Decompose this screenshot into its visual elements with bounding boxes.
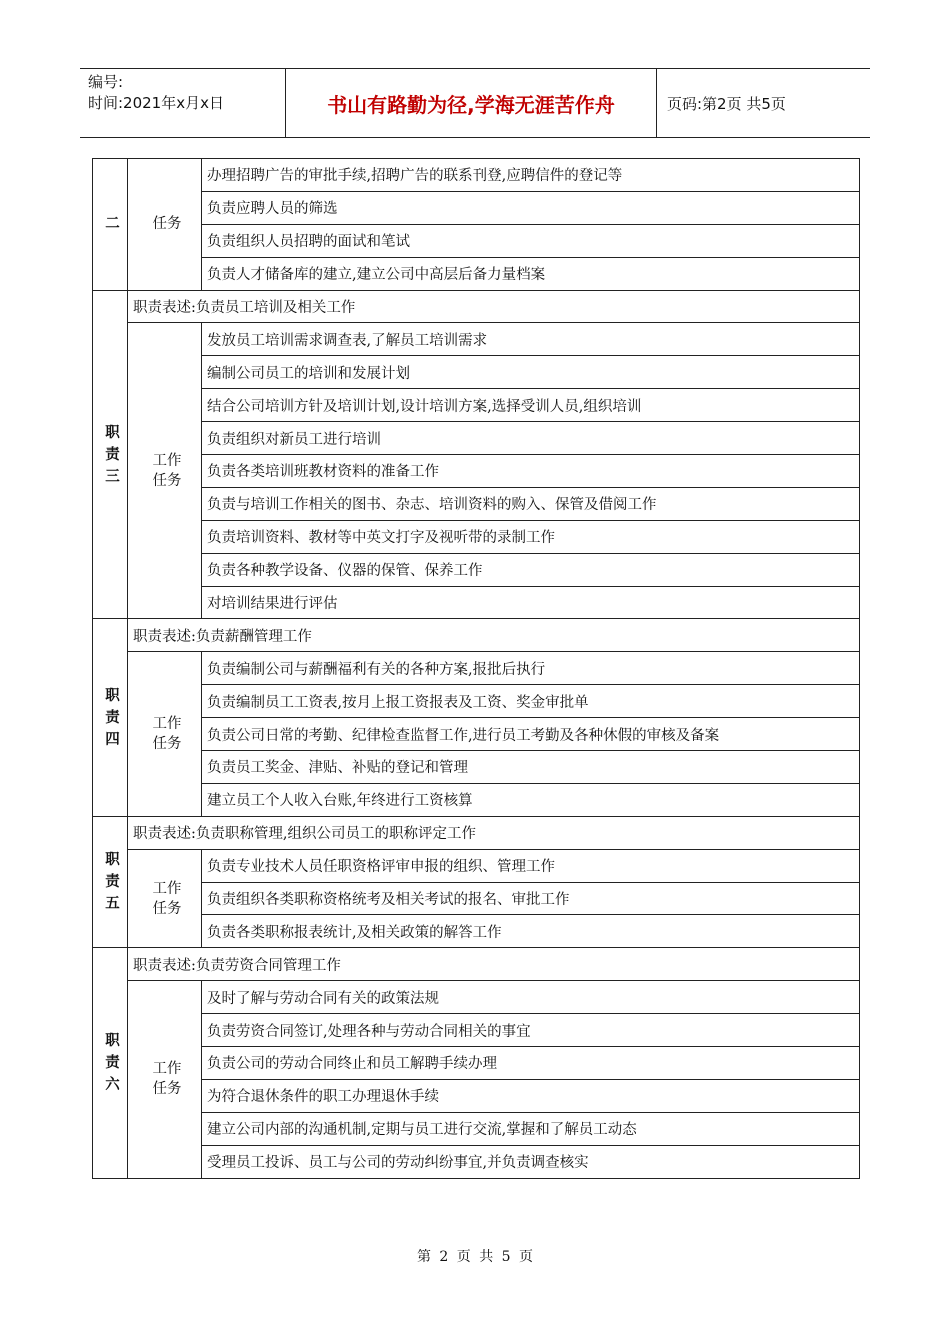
section-label-char: 职 xyxy=(105,1032,120,1049)
task-category xyxy=(128,323,202,619)
task-row xyxy=(93,1079,860,1112)
task-category xyxy=(128,159,202,291)
duty-table xyxy=(92,158,860,1179)
duty-description: 职责表述:负责职称管理,组织公司员工的职称评定工作 xyxy=(128,816,860,849)
task-item: 发放员工培训需求调查表,了解员工培训需求 xyxy=(202,323,860,356)
task-row xyxy=(93,224,860,257)
task-item: 负责各类职称报表统计,及相关政策的解答工作 xyxy=(202,915,860,948)
task-row xyxy=(93,455,860,488)
task-item: 受理员工投诉、员工与公司的劳动纠纷事宜,并负责调查核实 xyxy=(202,1145,860,1178)
task-item: 负责编制公司与薪酬福利有关的各种方案,报批后执行 xyxy=(202,652,860,685)
task-category xyxy=(128,652,202,816)
task-item: 负责公司的劳动合同终止和员工解聘手续办理 xyxy=(202,1047,860,1080)
task-item: 负责员工奖金、津贴、补贴的登记和管理 xyxy=(202,751,860,784)
section-label xyxy=(93,816,128,948)
task-row xyxy=(93,915,860,948)
task-row xyxy=(93,257,860,290)
task-item: 负责编制员工工资表,按月上报工资报表及工资、奖金审批单 xyxy=(202,685,860,718)
task-item: 为符合退休条件的职工办理退休手续 xyxy=(202,1079,860,1112)
duty-description: 职责表述:负责劳资合同管理工作 xyxy=(128,948,860,981)
header-page-number: 页码:第2页 共5页 xyxy=(667,94,786,113)
task-row xyxy=(93,685,860,718)
section-label-char: 责 xyxy=(105,874,120,891)
task-item: 编制公司员工的培训和发展计划 xyxy=(202,356,860,389)
task-row xyxy=(93,422,860,455)
section-label-char: 六 xyxy=(105,1076,120,1093)
task-row xyxy=(93,1145,860,1178)
task-category-line: 任务 xyxy=(152,472,182,489)
duty-description-row xyxy=(93,948,860,981)
task-row xyxy=(93,718,860,751)
task-category xyxy=(128,981,202,1178)
section-label-char: 责 xyxy=(105,709,120,726)
task-row xyxy=(93,751,860,784)
task-row xyxy=(93,882,860,915)
header-meta xyxy=(80,69,285,137)
duty-description: 职责表述:负责员工培训及相关工作 xyxy=(128,290,860,323)
task-item: 建立员工个人收入台账,年终进行工资核算 xyxy=(202,783,860,816)
duty-description: 职责表述:负责薪酬管理工作 xyxy=(128,619,860,652)
task-item: 负责组织各类职称资格统考及相关考试的报名、审批工作 xyxy=(202,882,860,915)
task-item: 负责各种教学设备、仪器的保管、保养工作 xyxy=(202,553,860,586)
section-label-char: 五 xyxy=(105,896,120,913)
task-row xyxy=(93,520,860,553)
task-row xyxy=(93,389,860,422)
task-item: 对培训结果进行评估 xyxy=(202,586,860,619)
task-row xyxy=(93,487,860,520)
task-item: 负责专业技术人员任职资格评审申报的组织、管理工作 xyxy=(202,849,860,882)
task-category-line: 工作 xyxy=(152,716,182,733)
task-row xyxy=(93,191,860,224)
section-label-char: 二 xyxy=(105,216,120,233)
task-category xyxy=(128,849,202,948)
task-item: 负责培训资料、教材等中英文打字及视听带的录制工作 xyxy=(202,520,860,553)
section-label xyxy=(93,290,128,619)
task-category-line: 任务 xyxy=(152,216,182,233)
task-row xyxy=(93,159,860,192)
page-header xyxy=(80,68,870,138)
page-footer: 第 2 页 共 5 页 xyxy=(416,1249,534,1265)
task-category-line: 任务 xyxy=(152,900,182,917)
task-row xyxy=(93,783,860,816)
task-category-line: 任务 xyxy=(152,736,182,753)
task-category-line: 工作 xyxy=(152,880,182,897)
task-row xyxy=(93,1112,860,1145)
section-label-char: 四 xyxy=(105,731,120,748)
task-item: 办理招聘广告的审批手续,招聘广告的联系刊登,应聘信件的登记等 xyxy=(202,159,860,192)
section-label-char: 责 xyxy=(105,446,120,463)
task-row xyxy=(93,981,860,1014)
task-item: 负责劳资合同签订,处理各种与劳动合同相关的事宜 xyxy=(202,1014,860,1047)
task-category-line: 任务 xyxy=(152,1081,182,1098)
task-row xyxy=(93,356,860,389)
task-row xyxy=(93,652,860,685)
task-category-line: 工作 xyxy=(152,1061,182,1078)
section-label-char: 职 xyxy=(105,687,120,704)
task-item: 负责组织对新员工进行培训 xyxy=(202,422,860,455)
duty-description-row xyxy=(93,816,860,849)
task-item: 结合公司培训方针及培训计划,设计培训方案,选择受训人员,组织培训 xyxy=(202,389,860,422)
task-item: 负责人才储备库的建立,建立公司中高层后备力量档案 xyxy=(202,257,860,290)
section-label-char: 职 xyxy=(105,852,120,869)
task-item: 负责应聘人员的筛选 xyxy=(202,191,860,224)
header-motto: 书山有路勤为径,学海无涯苦作舟 xyxy=(285,69,657,137)
section-label-char: 职 xyxy=(105,424,120,441)
section-label xyxy=(93,619,128,816)
task-item: 负责与培训工作相关的图书、杂志、培训资料的购入、保管及借阅工作 xyxy=(202,487,860,520)
task-row xyxy=(93,849,860,882)
task-category-line: 工作 xyxy=(152,452,182,469)
section-label xyxy=(93,948,128,1178)
task-row xyxy=(93,586,860,619)
duty-description-row xyxy=(93,290,860,323)
task-item: 建立公司内部的沟通机制,定期与员工进行交流,掌握和了解员工动态 xyxy=(202,1112,860,1145)
section-label-char: 责 xyxy=(105,1054,120,1071)
task-item: 负责组织人员招聘的面试和笔试 xyxy=(202,224,860,257)
section-label xyxy=(93,159,128,291)
document-number-label: 编号: xyxy=(88,73,124,91)
document-date-label: 时间:2021年x月x日 xyxy=(88,94,224,112)
task-item: 及时了解与劳动合同有关的政策法规 xyxy=(202,981,860,1014)
duty-description-row xyxy=(93,619,860,652)
section-label-char: 三 xyxy=(105,468,120,485)
task-item: 负责公司日常的考勤、纪律检查监督工作,进行员工考勤及各种休假的审核及备案 xyxy=(202,718,860,751)
task-row xyxy=(93,323,860,356)
task-item: 负责各类培训班教材资料的准备工作 xyxy=(202,455,860,488)
task-row xyxy=(93,1047,860,1080)
task-row xyxy=(93,1014,860,1047)
task-row xyxy=(93,553,860,586)
